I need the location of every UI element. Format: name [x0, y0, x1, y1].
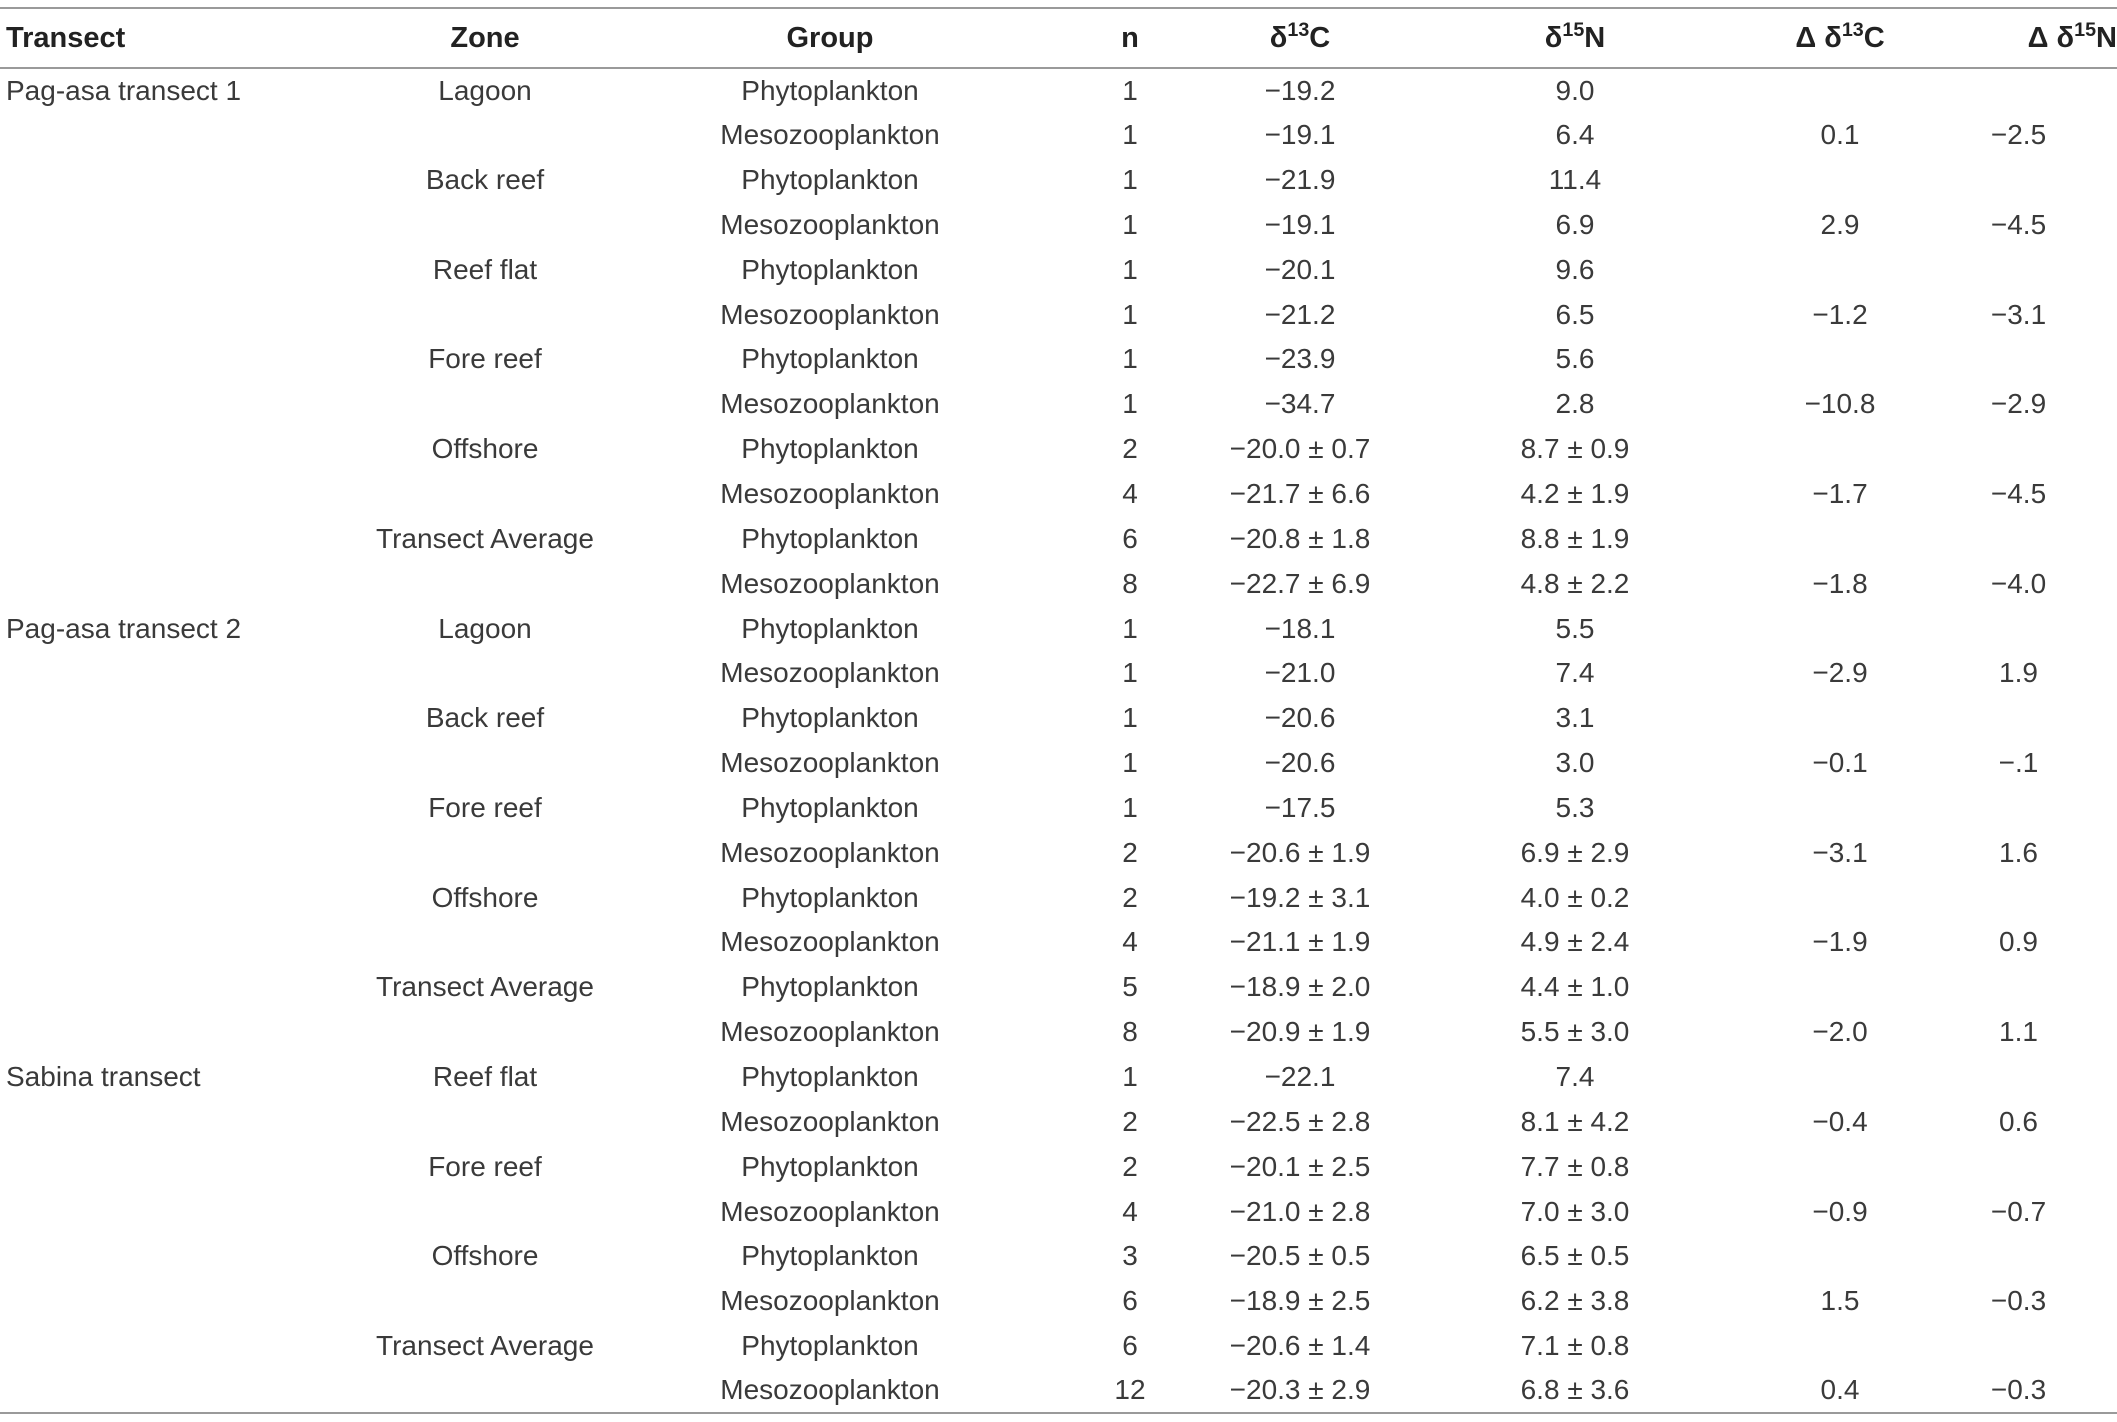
cell-transect — [0, 1144, 360, 1189]
table-row — [0, 68, 2117, 113]
cell-d15n: 5.5 ± 3.0 — [1520, 1016, 1630, 1048]
cell-delta-d13c — [1760, 786, 1920, 831]
header-d15n-sup: 15 — [1562, 18, 1585, 41]
cell-delta-d15n: −2.9 — [1990, 388, 2047, 420]
table-row — [0, 1189, 2117, 1234]
cell-d13c: −20.6 ± 1.4 — [1229, 1330, 1371, 1362]
cell-zone: Offshore — [431, 433, 539, 465]
cell-zone: Fore reef — [428, 791, 542, 823]
cell-zone: Back reef — [425, 164, 545, 196]
cell-transect — [0, 382, 360, 427]
cell-delta-d15n — [1920, 965, 2117, 1010]
cell-group: Mesozooplankton — [720, 657, 940, 689]
cell-d13c: −22.7 ± 6.9 — [1229, 567, 1371, 599]
cell-group: Phytoplankton — [741, 791, 919, 823]
cell-group: Phytoplankton — [741, 74, 919, 106]
cell-d15n: 6.5 ± 0.5 — [1520, 1240, 1630, 1272]
cell-d13c: −18.9 ± 2.5 — [1229, 1285, 1371, 1317]
cell-d13c: −20.9 ± 1.9 — [1229, 1016, 1371, 1048]
cell-d15n: 5.3 — [1555, 791, 1595, 823]
cell-d13c: −21.7 ± 6.6 — [1229, 478, 1371, 510]
cell-zone — [360, 1189, 610, 1234]
cell-delta-d13c — [1760, 1324, 1920, 1369]
cell-n: 1 — [1122, 74, 1138, 106]
cell-d13c: −20.1 ± 2.5 — [1229, 1150, 1371, 1182]
cell-delta-d13c — [1760, 1234, 1920, 1279]
cell-n: 1 — [1122, 791, 1138, 823]
table-row — [0, 1324, 2117, 1369]
cell-transect — [0, 1189, 360, 1234]
cell-d13c: −20.0 ± 0.7 — [1229, 433, 1371, 465]
cell-delta-d15n — [1920, 516, 2117, 561]
cell-d15n: 6.8 ± 3.6 — [1520, 1374, 1630, 1406]
cell-delta-d15n: 1.1 — [1999, 1016, 2038, 1048]
cell-n: 1 — [1122, 702, 1138, 734]
table-row — [0, 203, 2117, 248]
cell-delta-d15n — [1920, 158, 2117, 203]
cell-zone — [360, 472, 610, 517]
table-row — [0, 1279, 2117, 1324]
table-row — [0, 472, 2117, 517]
cell-zone — [360, 203, 610, 248]
header-d13c-sup: 13 — [1287, 18, 1310, 41]
cell-zone — [360, 651, 610, 696]
cell-zone — [360, 1279, 610, 1324]
cell-zone: Back reef — [425, 702, 545, 734]
table-row — [0, 606, 2117, 651]
cell-d13c: −23.9 — [1264, 343, 1336, 375]
cell-d13c: −18.9 ± 2.0 — [1229, 971, 1371, 1003]
cell-zone: Reef flat — [432, 253, 538, 285]
cell-group: Mesozooplankton — [720, 208, 940, 240]
cell-zone: Transect Average — [376, 522, 594, 554]
header-zone: Zone — [450, 21, 520, 54]
cell-group: Phytoplankton — [741, 881, 919, 913]
table-row — [0, 1099, 2117, 1144]
cell-d15n: 4.9 ± 2.4 — [1520, 926, 1630, 958]
cell-delta-d15n — [1920, 247, 2117, 292]
table-row — [0, 561, 2117, 606]
cell-d15n: 8.8 ± 1.9 — [1520, 522, 1630, 554]
cell-n: 1 — [1122, 612, 1138, 644]
cell-group: Phytoplankton — [741, 1150, 919, 1182]
cell-d13c: −22.1 — [1264, 1060, 1336, 1092]
cell-n: 1 — [1122, 1060, 1138, 1092]
cell-delta-d13c: 2.9 — [1820, 208, 1860, 240]
cell-delta-d13c — [1760, 516, 1920, 561]
cell-transect — [0, 247, 360, 292]
cell-transect: Sabina transect — [6, 1060, 201, 1092]
cell-d13c: −19.1 — [1264, 208, 1336, 240]
cell-zone: Transect Average — [376, 971, 594, 1003]
cell-transect — [0, 1324, 360, 1369]
header-delta-d15n-suffix: N — [2096, 21, 2117, 54]
cell-delta-d15n: −2.5 — [1990, 119, 2047, 151]
cell-delta-d15n — [1920, 68, 2117, 113]
cell-delta-d13c — [1760, 337, 1920, 382]
cell-transect — [0, 1010, 360, 1055]
cell-transect — [0, 741, 360, 786]
cell-group: Mesozooplankton — [720, 1374, 940, 1406]
cell-delta-d13c: −10.8 — [1804, 388, 1876, 420]
cell-d13c: −21.2 — [1264, 298, 1336, 330]
header-group: Group — [786, 21, 874, 54]
table-row — [0, 292, 2117, 337]
table-header-row — [0, 8, 2117, 68]
cell-zone — [360, 561, 610, 606]
cell-group: Phytoplankton — [741, 1060, 919, 1092]
table-row — [0, 830, 2117, 875]
cell-d15n: 4.8 ± 2.2 — [1520, 567, 1630, 599]
cell-d15n: 8.1 ± 4.2 — [1520, 1105, 1630, 1137]
cell-zone: Offshore — [431, 1240, 539, 1272]
cell-n: 1 — [1122, 747, 1138, 779]
cell-delta-d13c — [1760, 68, 1920, 113]
cell-n: 6 — [1122, 1285, 1138, 1317]
cell-d13c: −19.1 — [1264, 119, 1336, 151]
header-delta-d13c — [1760, 8, 1920, 68]
cell-group: Phytoplankton — [741, 343, 919, 375]
header-transect: Transect — [6, 21, 126, 54]
cell-group: Phytoplankton — [741, 971, 919, 1003]
cell-zone — [360, 741, 610, 786]
cell-transect — [0, 1099, 360, 1144]
cell-n: 1 — [1122, 298, 1138, 330]
header-d15n — [1390, 8, 1760, 68]
cell-zone: Offshore — [431, 881, 539, 913]
cell-group: Phytoplankton — [741, 702, 919, 734]
cell-zone — [360, 1010, 610, 1055]
cell-delta-d15n: −.1 — [1998, 747, 2039, 779]
cell-delta-d13c: −0.4 — [1812, 1105, 1868, 1137]
table-body — [0, 68, 2117, 1413]
cell-delta-d15n — [1920, 1324, 2117, 1369]
cell-n: 5 — [1122, 971, 1138, 1003]
cell-delta-d13c — [1760, 427, 1920, 472]
cell-delta-d13c: 0.4 — [1820, 1374, 1860, 1406]
header-n: n — [1121, 21, 1139, 54]
cell-d13c: −20.8 ± 1.8 — [1229, 522, 1371, 554]
table-row — [0, 158, 2117, 203]
cell-n: 4 — [1122, 926, 1138, 958]
cell-zone — [360, 113, 610, 158]
cell-delta-d15n — [1920, 1055, 2117, 1100]
cell-d13c: −34.7 — [1264, 388, 1336, 420]
cell-d13c: −19.2 ± 3.1 — [1229, 881, 1371, 913]
cell-d13c: −17.5 — [1264, 791, 1336, 823]
cell-transect: Pag-asa transect 1 — [6, 74, 242, 106]
cell-delta-d15n — [1920, 1234, 2117, 1279]
cell-d15n: 6.9 — [1555, 208, 1595, 240]
cell-transect — [0, 337, 360, 382]
header-d15n-suffix: N — [1584, 21, 1606, 54]
cell-group: Mesozooplankton — [720, 119, 940, 151]
table-row — [0, 247, 2117, 292]
header-d13c — [1210, 8, 1390, 68]
cell-delta-d13c — [1760, 965, 1920, 1010]
cell-d15n: 6.9 ± 2.9 — [1520, 836, 1630, 868]
cell-d15n: 3.1 — [1555, 702, 1595, 734]
cell-delta-d15n: −0.7 — [1990, 1195, 2047, 1227]
cell-delta-d13c — [1760, 1055, 1920, 1100]
cell-d13c: −19.2 — [1264, 74, 1336, 106]
cell-d15n: 7.4 — [1555, 1060, 1595, 1092]
cell-d13c: −22.5 ± 2.8 — [1229, 1105, 1371, 1137]
cell-zone — [360, 1368, 610, 1413]
header-delta-d15n — [1920, 8, 2117, 68]
cell-transect — [0, 472, 360, 517]
cell-zone: Reef flat — [432, 1060, 538, 1092]
cell-delta-d15n: 0.9 — [1999, 926, 2038, 958]
cell-transect — [0, 786, 360, 831]
cell-n: 2 — [1122, 433, 1138, 465]
cell-zone: Lagoon — [438, 612, 532, 644]
header-delta-d15n-sup: 15 — [2074, 18, 2097, 41]
cell-transect — [0, 651, 360, 696]
cell-n: 2 — [1122, 1150, 1138, 1182]
cell-n: 8 — [1122, 1016, 1138, 1048]
cell-d13c: −20.6 ± 1.9 — [1229, 836, 1371, 868]
cell-d13c: −20.6 — [1264, 747, 1336, 779]
cell-zone — [360, 292, 610, 337]
cell-transect — [0, 158, 360, 203]
cell-d15n: 4.4 ± 1.0 — [1520, 971, 1630, 1003]
cell-zone: Fore reef — [428, 1150, 542, 1182]
cell-transect — [0, 696, 360, 741]
cell-delta-d15n: 1.9 — [1999, 657, 2038, 689]
cell-d13c: −21.0 — [1264, 657, 1336, 689]
table-row — [0, 382, 2117, 427]
cell-n: 4 — [1122, 478, 1138, 510]
cell-group: Phytoplankton — [741, 433, 919, 465]
cell-group: Mesozooplankton — [720, 1195, 940, 1227]
cell-n: 2 — [1122, 1105, 1138, 1137]
cell-n: 8 — [1122, 567, 1138, 599]
cell-transect — [0, 830, 360, 875]
cell-n: 1 — [1122, 164, 1138, 196]
cell-group: Mesozooplankton — [720, 1105, 940, 1137]
cell-zone: Lagoon — [438, 74, 532, 106]
cell-delta-d13c — [1760, 875, 1920, 920]
table-row — [0, 1010, 2117, 1055]
cell-transect — [0, 203, 360, 248]
cell-delta-d15n: −0.3 — [1990, 1374, 2047, 1406]
cell-d15n: 5.6 — [1555, 343, 1595, 375]
cell-delta-d13c — [1760, 158, 1920, 203]
cell-group: Mesozooplankton — [720, 388, 940, 420]
header-delta-d13c-prefix: Δ δ — [1795, 21, 1842, 54]
cell-d15n: 6.2 ± 3.8 — [1520, 1285, 1630, 1317]
header-delta-d15n-prefix: Δ δ — [2027, 21, 2075, 54]
cell-d15n: 5.5 — [1555, 612, 1595, 644]
cell-d15n: 7.4 — [1555, 657, 1595, 689]
cell-delta-d13c: 1.5 — [1820, 1285, 1860, 1317]
cell-n: 2 — [1122, 836, 1138, 868]
cell-group: Mesozooplankton — [720, 1016, 940, 1048]
cell-d15n: 4.2 ± 1.9 — [1520, 478, 1630, 510]
cell-delta-d15n: 1.6 — [1999, 836, 2038, 868]
cell-delta-d13c — [1760, 606, 1920, 651]
cell-transect — [0, 113, 360, 158]
cell-group: Mesozooplankton — [720, 747, 940, 779]
cell-transect — [0, 920, 360, 965]
table-row — [0, 1368, 2117, 1413]
cell-zone — [360, 382, 610, 427]
cell-d13c: −20.3 ± 2.9 — [1229, 1374, 1371, 1406]
cell-d15n: 7.0 ± 3.0 — [1520, 1195, 1630, 1227]
cell-zone: Fore reef — [428, 343, 542, 375]
cell-group: Mesozooplankton — [720, 1285, 940, 1317]
cell-n: 1 — [1122, 657, 1138, 689]
cell-transect — [0, 1279, 360, 1324]
cell-delta-d15n: 0.6 — [1999, 1105, 2038, 1137]
cell-group: Mesozooplankton — [720, 298, 940, 330]
header-d13c-prefix: δ — [1269, 21, 1288, 54]
cell-transect — [0, 965, 360, 1010]
header-delta-d13c-sup: 13 — [1841, 18, 1864, 41]
cell-n: 1 — [1122, 343, 1138, 375]
cell-d15n: 9.6 — [1555, 253, 1595, 285]
cell-transect — [0, 427, 360, 472]
cell-delta-d15n: −3.1 — [1990, 298, 2047, 330]
table-row — [0, 651, 2117, 696]
cell-d15n: 8.7 ± 0.9 — [1520, 433, 1630, 465]
cell-transect — [0, 1368, 360, 1413]
cell-delta-d15n — [1920, 696, 2117, 741]
cell-d15n: 6.5 — [1555, 298, 1595, 330]
cell-n: 6 — [1122, 1330, 1138, 1362]
cell-n: 12 — [1114, 1374, 1146, 1406]
cell-transect: Pag-asa transect 2 — [6, 612, 242, 644]
cell-zone — [360, 920, 610, 965]
cell-d15n: 4.0 ± 0.2 — [1520, 881, 1630, 913]
table-row — [0, 1055, 2117, 1100]
cell-n: 2 — [1122, 881, 1138, 913]
cell-n: 1 — [1122, 253, 1138, 285]
cell-group: Mesozooplankton — [720, 478, 940, 510]
cell-delta-d13c: −2.9 — [1812, 657, 1868, 689]
table-row — [0, 965, 2117, 1010]
cell-delta-d15n — [1920, 427, 2117, 472]
header-delta-d13c-suffix: C — [1863, 21, 1885, 54]
table-row — [0, 516, 2117, 561]
cell-group: Phytoplankton — [741, 612, 919, 644]
cell-n: 3 — [1122, 1240, 1138, 1272]
cell-zone — [360, 830, 610, 875]
table-row — [0, 741, 2117, 786]
cell-group: Phytoplankton — [741, 164, 919, 196]
cell-transect — [0, 561, 360, 606]
cell-delta-d13c: −2.0 — [1812, 1016, 1868, 1048]
cell-d13c: −20.6 — [1264, 702, 1336, 734]
cell-n: 1 — [1122, 119, 1138, 151]
cell-group: Phytoplankton — [741, 522, 919, 554]
cell-d15n: 6.4 — [1555, 119, 1595, 151]
cell-delta-d13c: −0.1 — [1812, 747, 1868, 779]
cell-group: Mesozooplankton — [720, 567, 940, 599]
cell-delta-d13c: −1.2 — [1812, 298, 1868, 330]
cell-delta-d13c — [1760, 1144, 1920, 1189]
cell-group: Phytoplankton — [741, 253, 919, 285]
isotope-table — [0, 7, 2117, 1414]
cell-zone — [360, 1099, 610, 1144]
cell-delta-d15n: −4.5 — [1990, 208, 2047, 240]
table-row — [0, 786, 2117, 831]
cell-n: 1 — [1122, 208, 1138, 240]
cell-d15n: 7.1 ± 0.8 — [1520, 1330, 1630, 1362]
cell-d13c: −20.1 — [1264, 253, 1336, 285]
table-row — [0, 427, 2117, 472]
cell-delta-d13c: 0.1 — [1820, 119, 1860, 151]
cell-d13c: −21.0 ± 2.8 — [1229, 1195, 1371, 1227]
cell-delta-d13c — [1760, 696, 1920, 741]
table-row — [0, 875, 2117, 920]
cell-delta-d13c — [1760, 247, 1920, 292]
cell-delta-d13c: −1.9 — [1812, 926, 1868, 958]
cell-delta-d15n: −4.5 — [1990, 478, 2047, 510]
cell-d13c: −18.1 — [1264, 612, 1336, 644]
cell-delta-d13c: −1.8 — [1812, 567, 1868, 599]
cell-n: 1 — [1122, 388, 1138, 420]
cell-delta-d15n: −0.3 — [1990, 1285, 2047, 1317]
cell-group: Phytoplankton — [741, 1330, 919, 1362]
cell-group: Mesozooplankton — [720, 836, 940, 868]
cell-transect — [0, 1234, 360, 1279]
table-row — [0, 1234, 2117, 1279]
cell-d15n: 11.4 — [1548, 164, 1602, 196]
cell-d15n: 3.0 — [1555, 747, 1595, 779]
cell-transect — [0, 516, 360, 561]
table-row — [0, 113, 2117, 158]
cell-zone: Transect Average — [376, 1330, 594, 1362]
header-d13c-suffix: C — [1309, 21, 1331, 54]
cell-group: Phytoplankton — [741, 1240, 919, 1272]
cell-d15n: 7.7 ± 0.8 — [1520, 1150, 1630, 1182]
cell-delta-d15n — [1920, 786, 2117, 831]
cell-delta-d13c: −0.9 — [1812, 1195, 1868, 1227]
cell-d13c: −21.1 ± 1.9 — [1229, 926, 1371, 958]
cell-delta-d15n — [1920, 1144, 2117, 1189]
cell-delta-d13c: −3.1 — [1812, 836, 1868, 868]
cell-delta-d15n — [1920, 875, 2117, 920]
cell-n: 6 — [1122, 522, 1138, 554]
cell-group: Mesozooplankton — [720, 926, 940, 958]
table-row — [0, 696, 2117, 741]
cell-delta-d15n — [1920, 337, 2117, 382]
cell-transect — [0, 292, 360, 337]
header-d15n-prefix: δ — [1544, 21, 1563, 54]
cell-n: 4 — [1122, 1195, 1138, 1227]
cell-delta-d13c: −1.7 — [1812, 478, 1868, 510]
cell-delta-d15n — [1920, 606, 2117, 651]
cell-transect — [0, 875, 360, 920]
cell-d13c: −21.9 — [1264, 164, 1336, 196]
cell-d13c: −20.5 ± 0.5 — [1229, 1240, 1371, 1272]
cell-d15n: 2.8 — [1555, 388, 1595, 420]
cell-delta-d15n: −4.0 — [1990, 567, 2047, 599]
table-row — [0, 920, 2117, 965]
table-row — [0, 337, 2117, 382]
cell-d15n: 9.0 — [1555, 74, 1595, 106]
table-row — [0, 1144, 2117, 1189]
